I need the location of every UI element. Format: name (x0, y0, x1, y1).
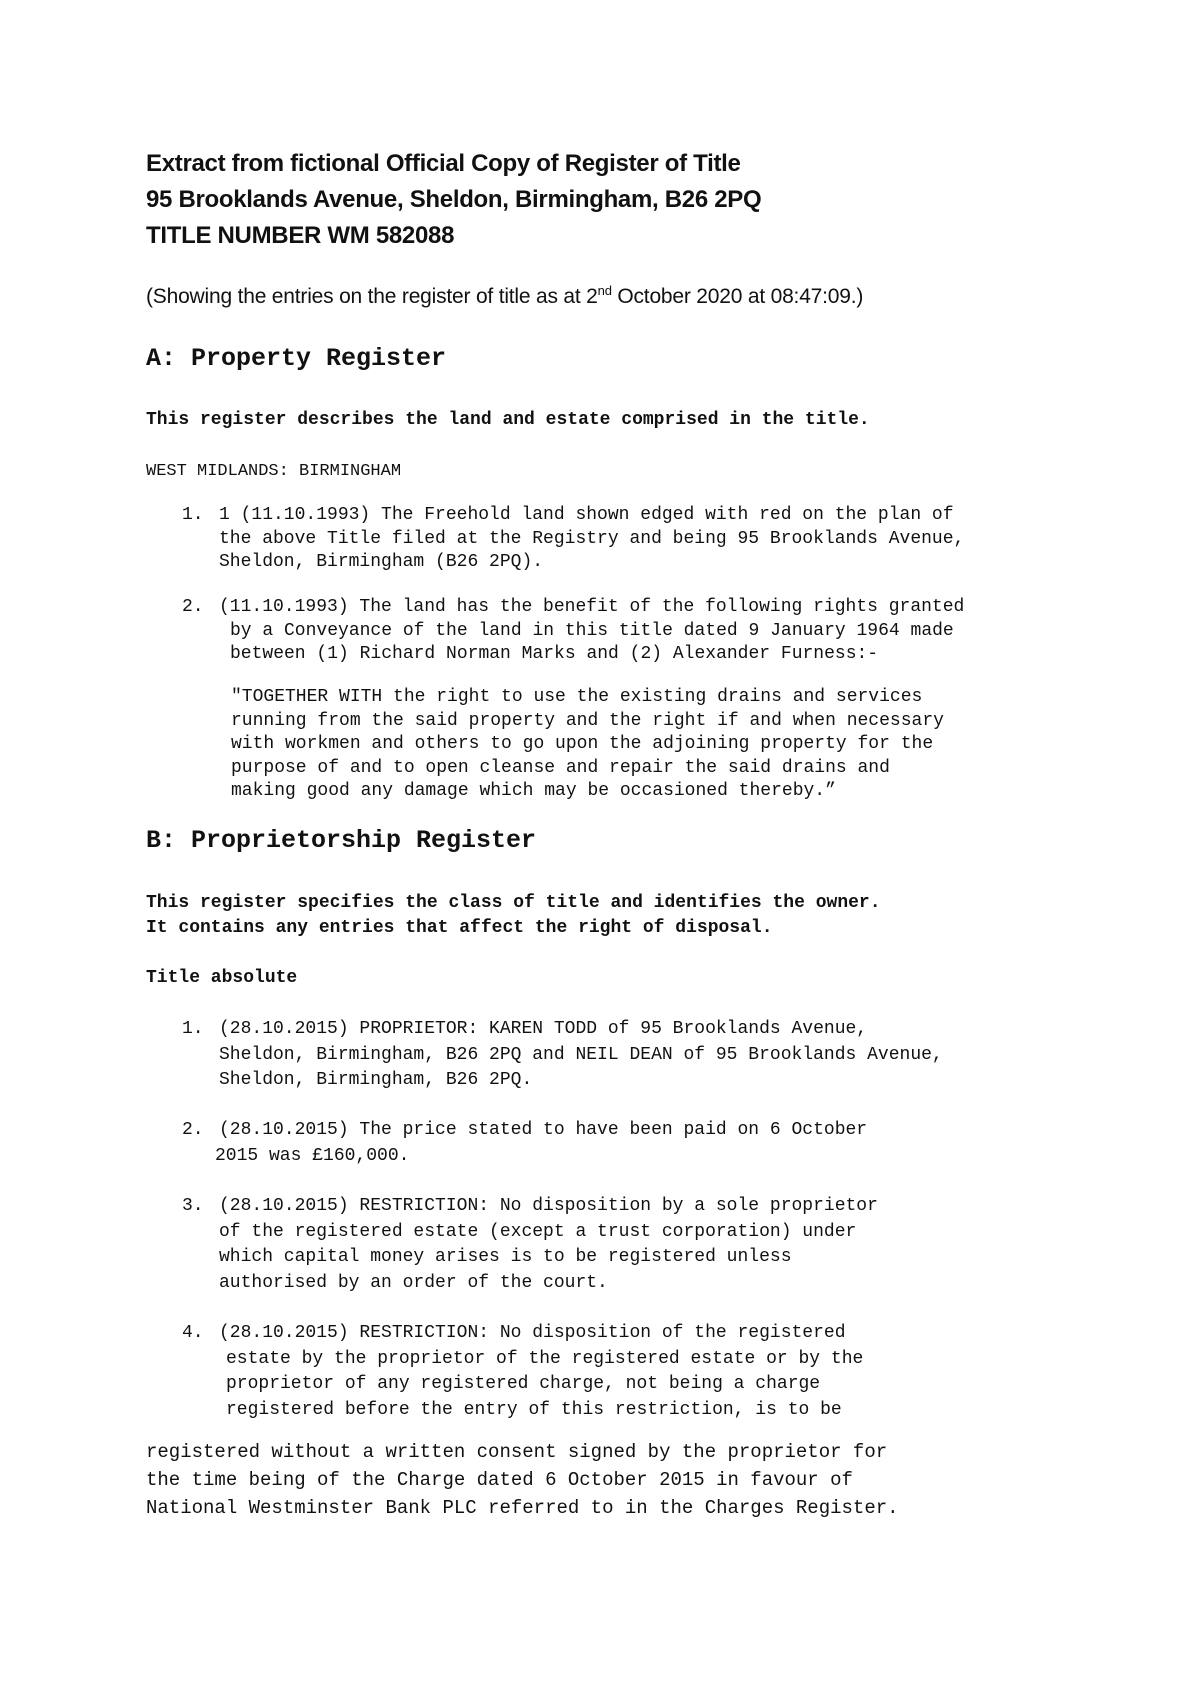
continuation-line: registered without a written consent signed by the proprietor for (146, 1441, 888, 1463)
title-number: TITLE NUMBER WM 582088 (146, 222, 455, 249)
section-heading-proprietorship: B: Proprietorship Register (146, 826, 537, 855)
entry-number: 3. (182, 1196, 204, 1216)
entry-number: 1. (182, 505, 204, 525)
entry-line: (28.10.2015) PROPRIETOR: KAREN TODD of 95 Brooklands Avenue, (219, 1019, 868, 1039)
snapshot-statement (146, 282, 863, 312)
section-heading-property: A: Property Register (146, 344, 447, 373)
entry-line: the above Title filed at the Registry and being 95 Brooklands Avenue, (219, 528, 965, 549)
quote-line: making good any damage which may be occasioned thereby.” (231, 781, 836, 801)
entry-line: proprietor of any registered charge, not being a charge (226, 1374, 821, 1394)
entry-line: authorised by an order of the court. (219, 1272, 608, 1293)
entry-line: registered before the entry of this restriction, is to be (226, 1399, 842, 1420)
restriction-continuation (146, 1438, 899, 1522)
continuation-line: National Westminster Bank PLC referred to in the Charges Register. (146, 1497, 899, 1519)
quote-line: running from the said property and the right if and when necessary (231, 710, 944, 731)
proprietorship-entry-2 (182, 1118, 867, 1169)
entry-number: 1. (182, 1019, 204, 1039)
quote-line: purpose of and to open cleanse and repair the said drains and (231, 757, 890, 778)
property-entry-1 (182, 504, 964, 575)
entry-line: (28.10.2015) RESTRICTION: No disposition by a sole proprietor (219, 1196, 878, 1216)
entry-line: 2015 was £160,000. (215, 1145, 410, 1166)
entry-line: (11.10.1993) The land has the benefit of the following rights granted (219, 597, 965, 617)
snapshot-suffix: October 2020 at 08:47:09.) (611, 285, 864, 308)
entry-number: 2. (182, 597, 204, 617)
continuation-line: the time being of the Charge dated 6 October 2015 in favour of (146, 1469, 853, 1491)
proprietorship-description-2: It contains any entries that affect the right of disposal. (146, 918, 773, 938)
entry-line: by a Conveyance of the land in this title dated 9 January 1964 made (230, 620, 954, 641)
proprietorship-entry-4 (182, 1321, 863, 1423)
quote-line: with workmen and others to go upon the adjoining property for the (231, 734, 934, 754)
entry-number: 2. (182, 1120, 204, 1140)
entry-line: estate by the proprietor of the registered estate or by the (226, 1348, 864, 1369)
entry-line: 1 (11.10.1993) The Freehold land shown edged with red on the plan of (219, 505, 954, 525)
entry-line: Sheldon, Birmingham, B26 2PQ and NEIL DEAN of 95 Brooklands Avenue, (219, 1044, 943, 1065)
area-label: WEST MIDLANDS: BIRMINGHAM (146, 462, 402, 481)
property-entry-2 (182, 596, 964, 667)
property-address: 95 Brooklands Avenue, Sheldon, Birmingham, B26 2PQ (146, 186, 762, 213)
entry-line: Sheldon, Birmingham, B26 2PQ. (219, 1070, 533, 1090)
class-of-title: Title absolute (146, 968, 298, 988)
proprietorship-entry-3 (182, 1194, 878, 1296)
entry-line: of the registered estate (except a trust corporation) under (219, 1221, 857, 1242)
quote-line: "TOGETHER WITH the right to use the existing drains and services (231, 687, 923, 707)
document-title: Extract from fictional Official Copy of Register of Title (146, 150, 741, 177)
entry-line: (28.10.2015) RESTRICTION: No disposition of the registered (219, 1323, 846, 1343)
entry-line: which capital money arises is to be registered unless (219, 1247, 792, 1267)
entry-line: (28.10.2015) The price stated to have been paid on 6 October (219, 1120, 868, 1140)
entry-line: Sheldon, Birmingham (B26 2PQ). (219, 552, 544, 572)
proprietorship-description-1: This register specifies the class of title and identifies the owner. (146, 893, 881, 913)
entry-number: 4. (182, 1323, 204, 1343)
conveyance-quote (231, 686, 944, 804)
snapshot-superscript: nd (597, 283, 612, 298)
snapshot-prefix: (Showing the entries on the register of title as at 2 (146, 285, 598, 308)
entry-line: between (1) Richard Norman Marks and (2) Alexander Furness:- (230, 644, 879, 664)
property-description: This register describes the land and estate comprised in the title. (146, 410, 870, 430)
proprietorship-entry-1 (182, 1017, 943, 1094)
